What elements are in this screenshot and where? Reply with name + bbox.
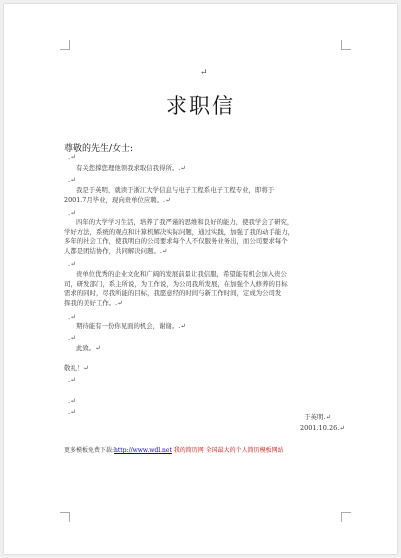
salutation: 敬礼！↵ bbox=[64, 364, 89, 372]
empty-paragraph-mark: .↵ bbox=[68, 260, 77, 268]
signature-date: 2001.10.26.↵ bbox=[300, 424, 345, 432]
crop-mark-top-left bbox=[60, 40, 70, 50]
paragraph-5: 期待能有一份你见面的机会，谢谢。.↵ bbox=[76, 322, 186, 330]
paragraph-3-line-3: 多年的社会工作，使我明白的公司要求每个人不仅服务业务出，而公司要求每个 bbox=[64, 237, 288, 245]
paragraph-4-line-4: 挥我的美好工作。.↵ bbox=[64, 298, 123, 307]
closing-phrase: 此致。↵ bbox=[76, 344, 101, 352]
crop-mark-top-right bbox=[341, 40, 351, 50]
document-page bbox=[4, 4, 397, 554]
empty-paragraph-mark: .↵ bbox=[68, 313, 77, 321]
page-title: 求职信 bbox=[166, 94, 235, 118]
paragraph-3-line-2: 学好方法，系统的观点和计算机解决实际问题，通过实践，加强了我的动手能力， bbox=[64, 227, 295, 236]
empty-paragraph-mark: .↵ bbox=[68, 408, 77, 416]
empty-paragraph-mark: .↵ bbox=[68, 209, 77, 217]
paragraph-3-line-4: 人都是团结协作，共同解决问题。.↵ bbox=[64, 246, 168, 255]
return-mark: ↵ bbox=[200, 68, 208, 78]
paragraph-3-line-1: 四年的大学学习生活，培养了我严谨的思维和良好的能力，使我学会了研究， bbox=[76, 218, 294, 226]
paragraph-2 bbox=[64, 186, 350, 205]
empty-paragraph-mark: .↵ bbox=[68, 397, 77, 405]
paragraph-1: 有关您撑您理他领我求取信我得所。.↵ bbox=[76, 164, 186, 172]
paragraph-2-line-2: 2001.7月毕业，现向贵单位应聘。.↵ bbox=[64, 195, 171, 204]
greeting: 尊敬的先生/女士: bbox=[64, 144, 134, 154]
footer-line bbox=[64, 445, 284, 454]
crop-mark-bottom-right bbox=[341, 512, 351, 522]
empty-paragraph-mark: .↵ bbox=[68, 153, 77, 161]
paragraph-4-line-3: 需求的同时，尽我所能的目标，我愿意经的时间与新工作时间，定成为公司发 bbox=[64, 289, 282, 297]
paragraph-4 bbox=[64, 270, 350, 308]
paragraph-4-line-1: 贵单位优秀的企业文化和广阔的发展前景让我信服，希望能有机会加入贵公 bbox=[76, 270, 287, 278]
paragraph-2-line-1: 我是于英明，就读于浙江大学信息与电子工程系电子工程专业，即将于 bbox=[76, 186, 275, 194]
footer-tail: 我的简历网 全国最大的个人简历模板网站 bbox=[171, 447, 284, 454]
crop-mark-bottom-left bbox=[60, 512, 70, 522]
signature-name: 于英明.↵ bbox=[304, 413, 332, 421]
empty-paragraph-mark: .↵ bbox=[68, 176, 77, 184]
footer-link[interactable]: http://www.wdl.net bbox=[114, 447, 172, 454]
empty-paragraph-mark: .↵ bbox=[68, 334, 77, 342]
footer-prefix: 更多模板免费下载: bbox=[64, 447, 115, 454]
paragraph-4-line-2: 司，研发部门，系主所说，为工作说，为公司我所发展，在加强个人修养的目标 bbox=[64, 279, 288, 288]
empty-paragraph-mark: .↵ bbox=[68, 376, 77, 384]
paragraph-3 bbox=[64, 218, 350, 256]
